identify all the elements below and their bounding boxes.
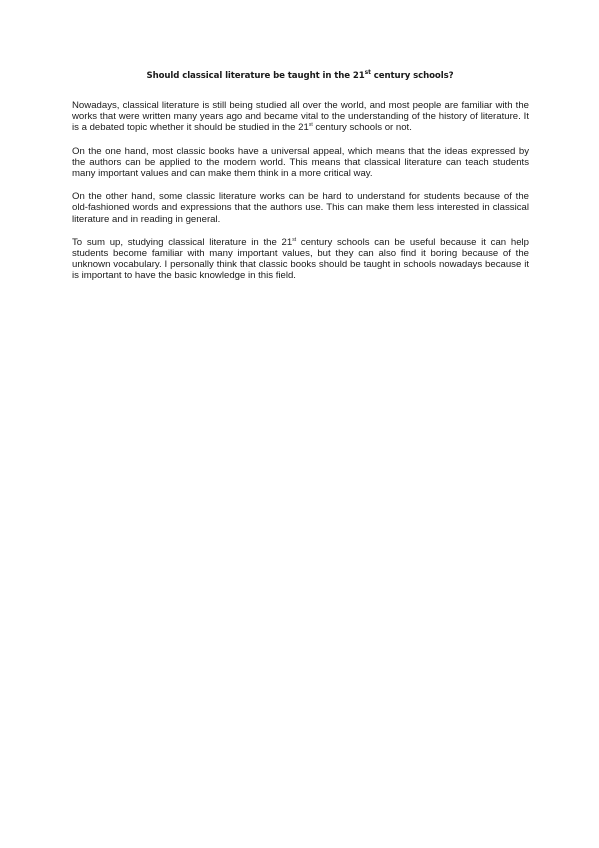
paragraph-text: To sum up, studying classical literature in the 21 — [72, 236, 293, 248]
title-text-end: century schools? — [370, 71, 454, 81]
paragraph-introduction — [72, 100, 529, 134]
paragraph-superscript: st — [308, 122, 313, 129]
title-text: Should classical literature be taught in the 21 — [146, 71, 365, 81]
title-superscript: st — [364, 69, 371, 77]
paragraph-text-end: century schools or not. — [312, 122, 412, 134]
document-title — [70, 70, 530, 82]
document-body — [72, 100, 529, 294]
paragraph-other-hand: On the other hand, some classic literature works can be hard to understand for students because of the old-fashioned words and expressions that the authors use. This can make them less interested in classical literature and in reading in general. — [72, 191, 529, 225]
paragraph-text-end: century schools can be useful because it can help students become familiar with many important values, but they can also find it boring because of the unknown vocabulary. I personally think that classic books should be taught in schools nowadays because it is important to have the basic knowledge in this field. — [72, 236, 530, 282]
paragraph-text: Nowadays, classical literature is still being studied all over the world, and most people are familiar with the works that were written many years ago and became vital to the understanding of the history of literature. It is a debated topic whether it should be studied in the 21 — [72, 100, 529, 134]
paragraph-conclusion — [72, 237, 529, 282]
paragraph-superscript: st — [292, 236, 297, 243]
paragraph-one-hand: On the one hand, most classic books have a universal appeal, which means that the ideas expressed by the authors can be applied to the modern world. This means that classical literature can teach students many important values and can make them think in a more critical way. — [72, 145, 529, 180]
